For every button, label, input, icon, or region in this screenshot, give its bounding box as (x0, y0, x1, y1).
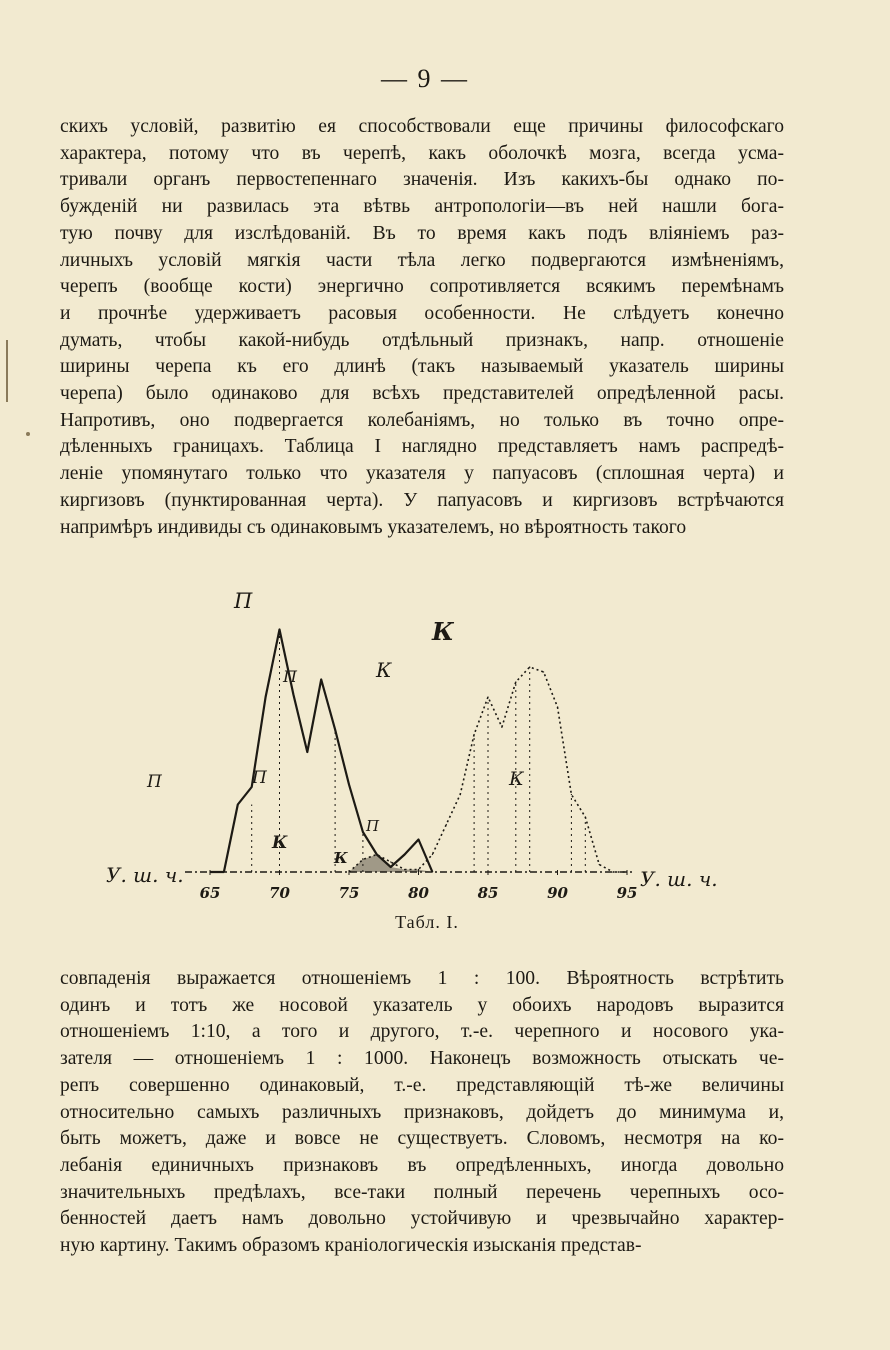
papuan-curve-label: П (252, 768, 267, 788)
text-line: тривали органъ первостепеннаго значенія. Изъ какихъ-бы однако по- (60, 169, 784, 191)
kirghiz-data-point (376, 854, 377, 855)
text-line: дѣленныхъ границахъ. Таблица I наглядно представляетъ намъ распредѣ- (60, 436, 784, 458)
text-line: ную картину. Такимъ образомъ краніологическія изысканія представ- (60, 1235, 642, 1257)
x-tick-label: 80 (408, 884, 429, 902)
text-line: леніе упомянутаго только что указателя у папуасовъ (сплошная черта) и (60, 463, 784, 485)
text-line: значительныхъ предѣлахъ, все-таки полный перечень черепныхъ осо- (60, 1181, 784, 1203)
text-line: относительно самыхъ различныхъ признаковъ, дойдетъ до минимума и, (60, 1101, 784, 1123)
kirghiz-data-point (543, 671, 544, 672)
text-line: думать, чтобы какой-нибудь отдѣльный признакъ, напр. отношеніе (60, 329, 784, 351)
papuan-curve-label: П (283, 667, 297, 686)
papuan-data-point (237, 804, 238, 805)
axis-label-right: У. ш. ч. (640, 867, 718, 891)
text-line: ширины черепа къ его длинѣ (такъ называемый указатель ширины (60, 356, 784, 378)
x-tick-label: 70 (269, 884, 290, 902)
kirghiz-data-point (404, 869, 405, 870)
kirghiz-curve-label: К (509, 768, 524, 790)
text-line: бенностей даетъ намъ довольно устойчивую и чрезвычайно характер- (60, 1208, 784, 1230)
text-line: характера, потому что въ черепѣ, какъ оболочкѣ мозга, всегда усма- (60, 142, 784, 164)
papuan-data-point (390, 866, 391, 867)
distribution-chart (100, 585, 780, 945)
kirghiz-data-point (501, 726, 502, 727)
kirghiz-data-point (515, 681, 516, 682)
margin-bracket-mark (6, 340, 8, 402)
papuan-data-point (404, 854, 405, 855)
papuan-data-point (335, 729, 336, 730)
papuan-data-point (348, 784, 349, 785)
kirghiz-data-point (362, 859, 363, 860)
papuan-data-point (293, 694, 294, 695)
kirghiz-curve-label: К (334, 849, 348, 867)
papuan-data-point (418, 839, 419, 840)
kirghiz-data-point (390, 861, 391, 862)
margin-dot-mark (26, 432, 30, 436)
papuan-data-point (432, 871, 433, 872)
text-line: черепъ (вообще кости) энергично сопротивляется всякимъ перемѣнамъ (60, 276, 784, 298)
text-line: репъ совершенно одинаковый, т.-е. представляющій тѣ-же величины (60, 1074, 784, 1096)
papuan-solid-curve (210, 630, 432, 873)
text-line: бужденій ни развилась эта вѣтвь антропологіи—въ ней нашли бога- (60, 196, 784, 218)
kirghiz-data-point (418, 869, 419, 870)
x-tick-label: 65 (199, 884, 221, 902)
papuan-curve-label: П (234, 589, 253, 613)
overlap-shaded-area (349, 855, 432, 873)
text-line: зателя — отношеніемъ 1 : 1000. Наконецъ возможность отыскать че- (60, 1048, 784, 1070)
kirghiz-data-point (571, 794, 572, 795)
papuan-data-point (279, 629, 280, 630)
papuan-data-point (265, 696, 266, 697)
x-tick-label: 95 (616, 884, 638, 902)
text-line: киргизовъ (пунктированная черта). У папуасовъ и киргизовъ встрѣчаются (60, 489, 784, 511)
figure-caption: Табл. I. (395, 912, 459, 932)
kirghiz-data-point (599, 864, 600, 865)
figure-table-1 (100, 585, 780, 945)
papuan-data-point (321, 679, 322, 680)
kirghiz-curve-label: К (432, 617, 454, 646)
kirghiz-data-point (613, 871, 614, 872)
text-line: лебанія единичныхъ признаковъ въ опредѣленныхъ, иногда довольно (60, 1154, 784, 1176)
kirghiz-data-point (446, 824, 447, 825)
text-line: напримѣръ индивиды съ одинаковымъ указателемъ, но вѣроятность такого (60, 516, 687, 538)
kirghiz-curve-label: К (376, 658, 392, 682)
text-line: личныхъ условій мягкія части тѣла легко подвергаются измѣненіямъ, (60, 249, 784, 271)
kirghiz-data-point (557, 706, 558, 707)
text-line: черепа) было одинаково для всѣхъ представителей опредѣленной расы. (60, 383, 784, 405)
text-line: одинъ и тотъ же носовой указатель у обоихъ народовъ выразится (60, 994, 784, 1016)
x-tick-label: 90 (547, 884, 568, 902)
papuan-data-point (307, 751, 308, 752)
kirghiz-data-point (585, 816, 586, 817)
text-line: Напротивъ, оно подвергается колебаніямъ, но только въ точно опре- (60, 409, 784, 431)
x-tick-label: 75 (338, 884, 360, 902)
papuan-curve-label: П (147, 772, 162, 792)
text-line: совпаденія выражается отношеніемъ 1 : 100. Вѣроятность встрѣтить (60, 968, 784, 989)
paragraph-bottom (60, 966, 784, 1260)
text-line: быть можетъ, даже и вовсе не существуетъ. Словомъ, несмотря на ко- (60, 1128, 784, 1150)
kirghiz-curve-label: К (272, 833, 288, 853)
papuan-curve-label: П (366, 817, 380, 835)
kirghiz-data-point (460, 794, 461, 795)
papuan-data-point (362, 831, 363, 832)
paragraph-top (60, 114, 784, 541)
text-line: отношеніемъ 1:10, а того и другого, т.-е. черепного и носового ука- (60, 1021, 784, 1043)
text-line: тую почву для изслѣдованій. Въ то время какъ подъ вліяніемъ раз- (60, 222, 784, 244)
kirghiz-data-point (487, 696, 488, 697)
text-line: и прочнѣе удерживаетъ расовыя особенности. Не слѣдуетъ конечно (60, 302, 784, 324)
kirghiz-data-point (474, 734, 475, 735)
kirghiz-data-point (529, 666, 530, 667)
page-number: — 9 — (381, 64, 469, 93)
axis-label-left: У. ш. ч. (106, 863, 184, 887)
papuan-data-point (223, 871, 224, 872)
x-tick-label: 85 (477, 884, 499, 902)
kirghiz-data-point (432, 854, 433, 855)
text-line: скихъ условій, развитію ея способствовали еще причины философскаго (60, 116, 784, 137)
